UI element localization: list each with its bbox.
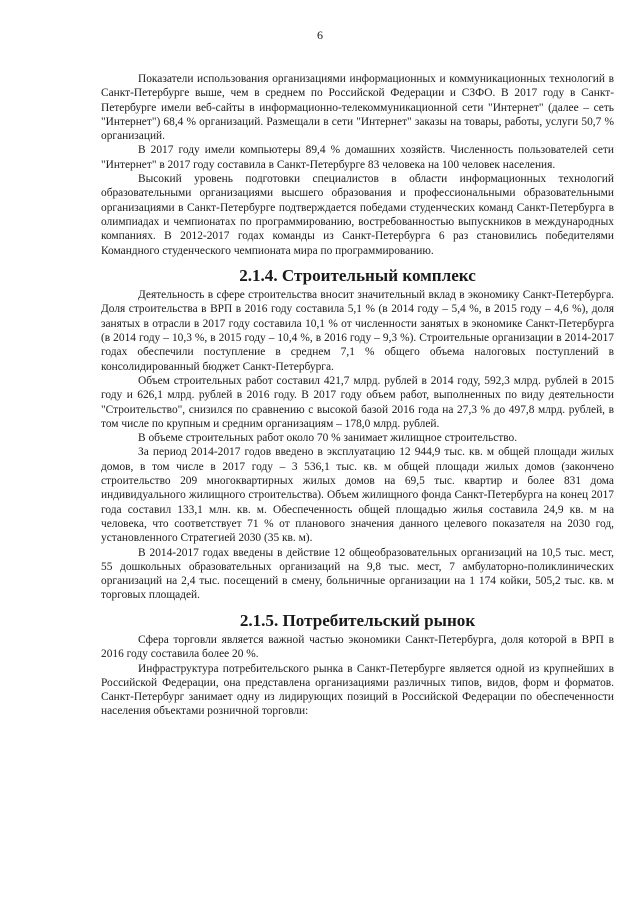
page-content [101, 72, 614, 719]
paragraph-construction-share: Деятельность в сфере строительства вносит значительный вклад в экономику Санкт-Петербурга. Доля строительства в ВРП в 2016 году составила 5,1 % (в 2014 году – 5,4 %, в 2015 году – 4,6 %), доля занятых в отрасли в 2017 году составила 10,1 % от численности занятых в экономике Санкт-Петербурга (в 2014 году – 10,3 %, в 2015 году – 10,4 %, в 2016 году – 9,3 %). Строительные организации в 2014-2017 годах обеспечили поступление в среднем 7,1 % общего объема налоговых поступлений в консолидированный бюджет Санкт-Петербурга. [101, 289, 614, 373]
paragraph-ict-usage: Показатели использования организациями информационных и коммуникационных технологий в Санкт-Петербурге выше, чем в среднем по Российской Федерации и СЗФО. В 2017 году в Санкт-Петербурге имели веб-сайты в информационно-телекоммуникационной сети "Интернет" (далее – сеть "Интернет") 68,4 % организаций. Размещали в сети "Интернет" заказы на товары, работы, услуги 50,7 % организаций. [101, 73, 614, 143]
section-heading-consumer-market: 2.1.5. Потребительский рынок [239, 610, 476, 630]
page-number: 6 [317, 28, 323, 42]
paragraph-construction-volume: Объем строительных работ составил 421,7 млрд. рублей в 2014 году, 592,3 млрд. рублей в 2015 году и 626,1 млрд. рублей в 2016 году. В 2017 году объем работ, выполненных по виду деятельности "Строительство", снизился по сравнению с высокой базой 2016 года на 27,3 % до 497,8 млрд. рублей, в том числе по крупным и средним организациям – 178,0 млрд. рублей. [101, 374, 614, 430]
section-heading-construction: 2.1.4. Строительный комплекс [239, 265, 476, 285]
paragraph-trade-share: Сфера торговли является важной частью экономики Санкт-Петербурга, доля которой в ВРП в 2016 году составила более 20 %. [101, 633, 614, 661]
paragraph-consumer-infrastructure: Инфраструктура потребительского рынка в Санкт-Петербурге является одной из крупнейших в Российской Федерации, она представлена организациями различных типов, видов, форм и форматов. Санкт-Петербург занимает одну из лидирующих позиций в Российской Федерации по обеспеченности населения объектами розничной торговли: [101, 662, 614, 718]
paragraph-housing-share: В объеме строительных работ около 70 % занимает жилищное строительство. [138, 432, 518, 445]
paragraph-housing-commissioning: За период 2014-2017 годов введено в эксплуатацию 12 944,9 тыс. кв. м общей площади жилых домов, в том числе в 2017 году – 3 536,1 тыс. кв. м общей площади жилых домов (закончено строительство 209 многоквартирных жилых домов на 69,5 тыс. квартир и более 831 дома индивидуального жилищного строительства). Объем жилищного фонда Санкт-Петербурга на конец 2017 года составил 133,1 млн. кв. м. Обеспеченность общей площадью жилья составила 24,9 кв. м на человека, что соответствует 71 % от планового значения данного целевого показателя на 2030 год, установленного Стратегией 2030 (35 кв. м). [101, 446, 614, 545]
paragraph-it-education: Высокий уровень подготовки специалистов в области информационных технологий образовательными организациями высшего образования и профессиональными образовательными организациями в Санкт-Петербурге подтверждается победами студенческих команд Санкт-Петербурга в олимпиадах и чемпионатах по программированию, востребованностью выпускников в международных компаниях. В 2012-2017 годах команды из Санкт-Петербурга 6 раз становились победителями Командного студенческого чемпионата мира по программированию. [101, 173, 614, 257]
paragraph-internet-users: В 2017 году имели компьютеры 89,4 % домашних хозяйств. Численность пользователей сети "Интернет" в 2017 году составила в Санкт-Петербурге 83 человека на 100 человек населения. [101, 144, 614, 171]
paragraph-social-facilities: В 2014-2017 годах введены в действие 12 общеобразовательных организаций на 10,5 тыс. мест, 55 дошкольных образовательных организаций на 9,8 тыс. мест, 7 амбулаторно-поликлинических организаций на 2,4 тыс. посещений в смену, больничные организации на 1 174 койки, 505,2 тыс. кв. м торговых площадей. [101, 546, 614, 602]
